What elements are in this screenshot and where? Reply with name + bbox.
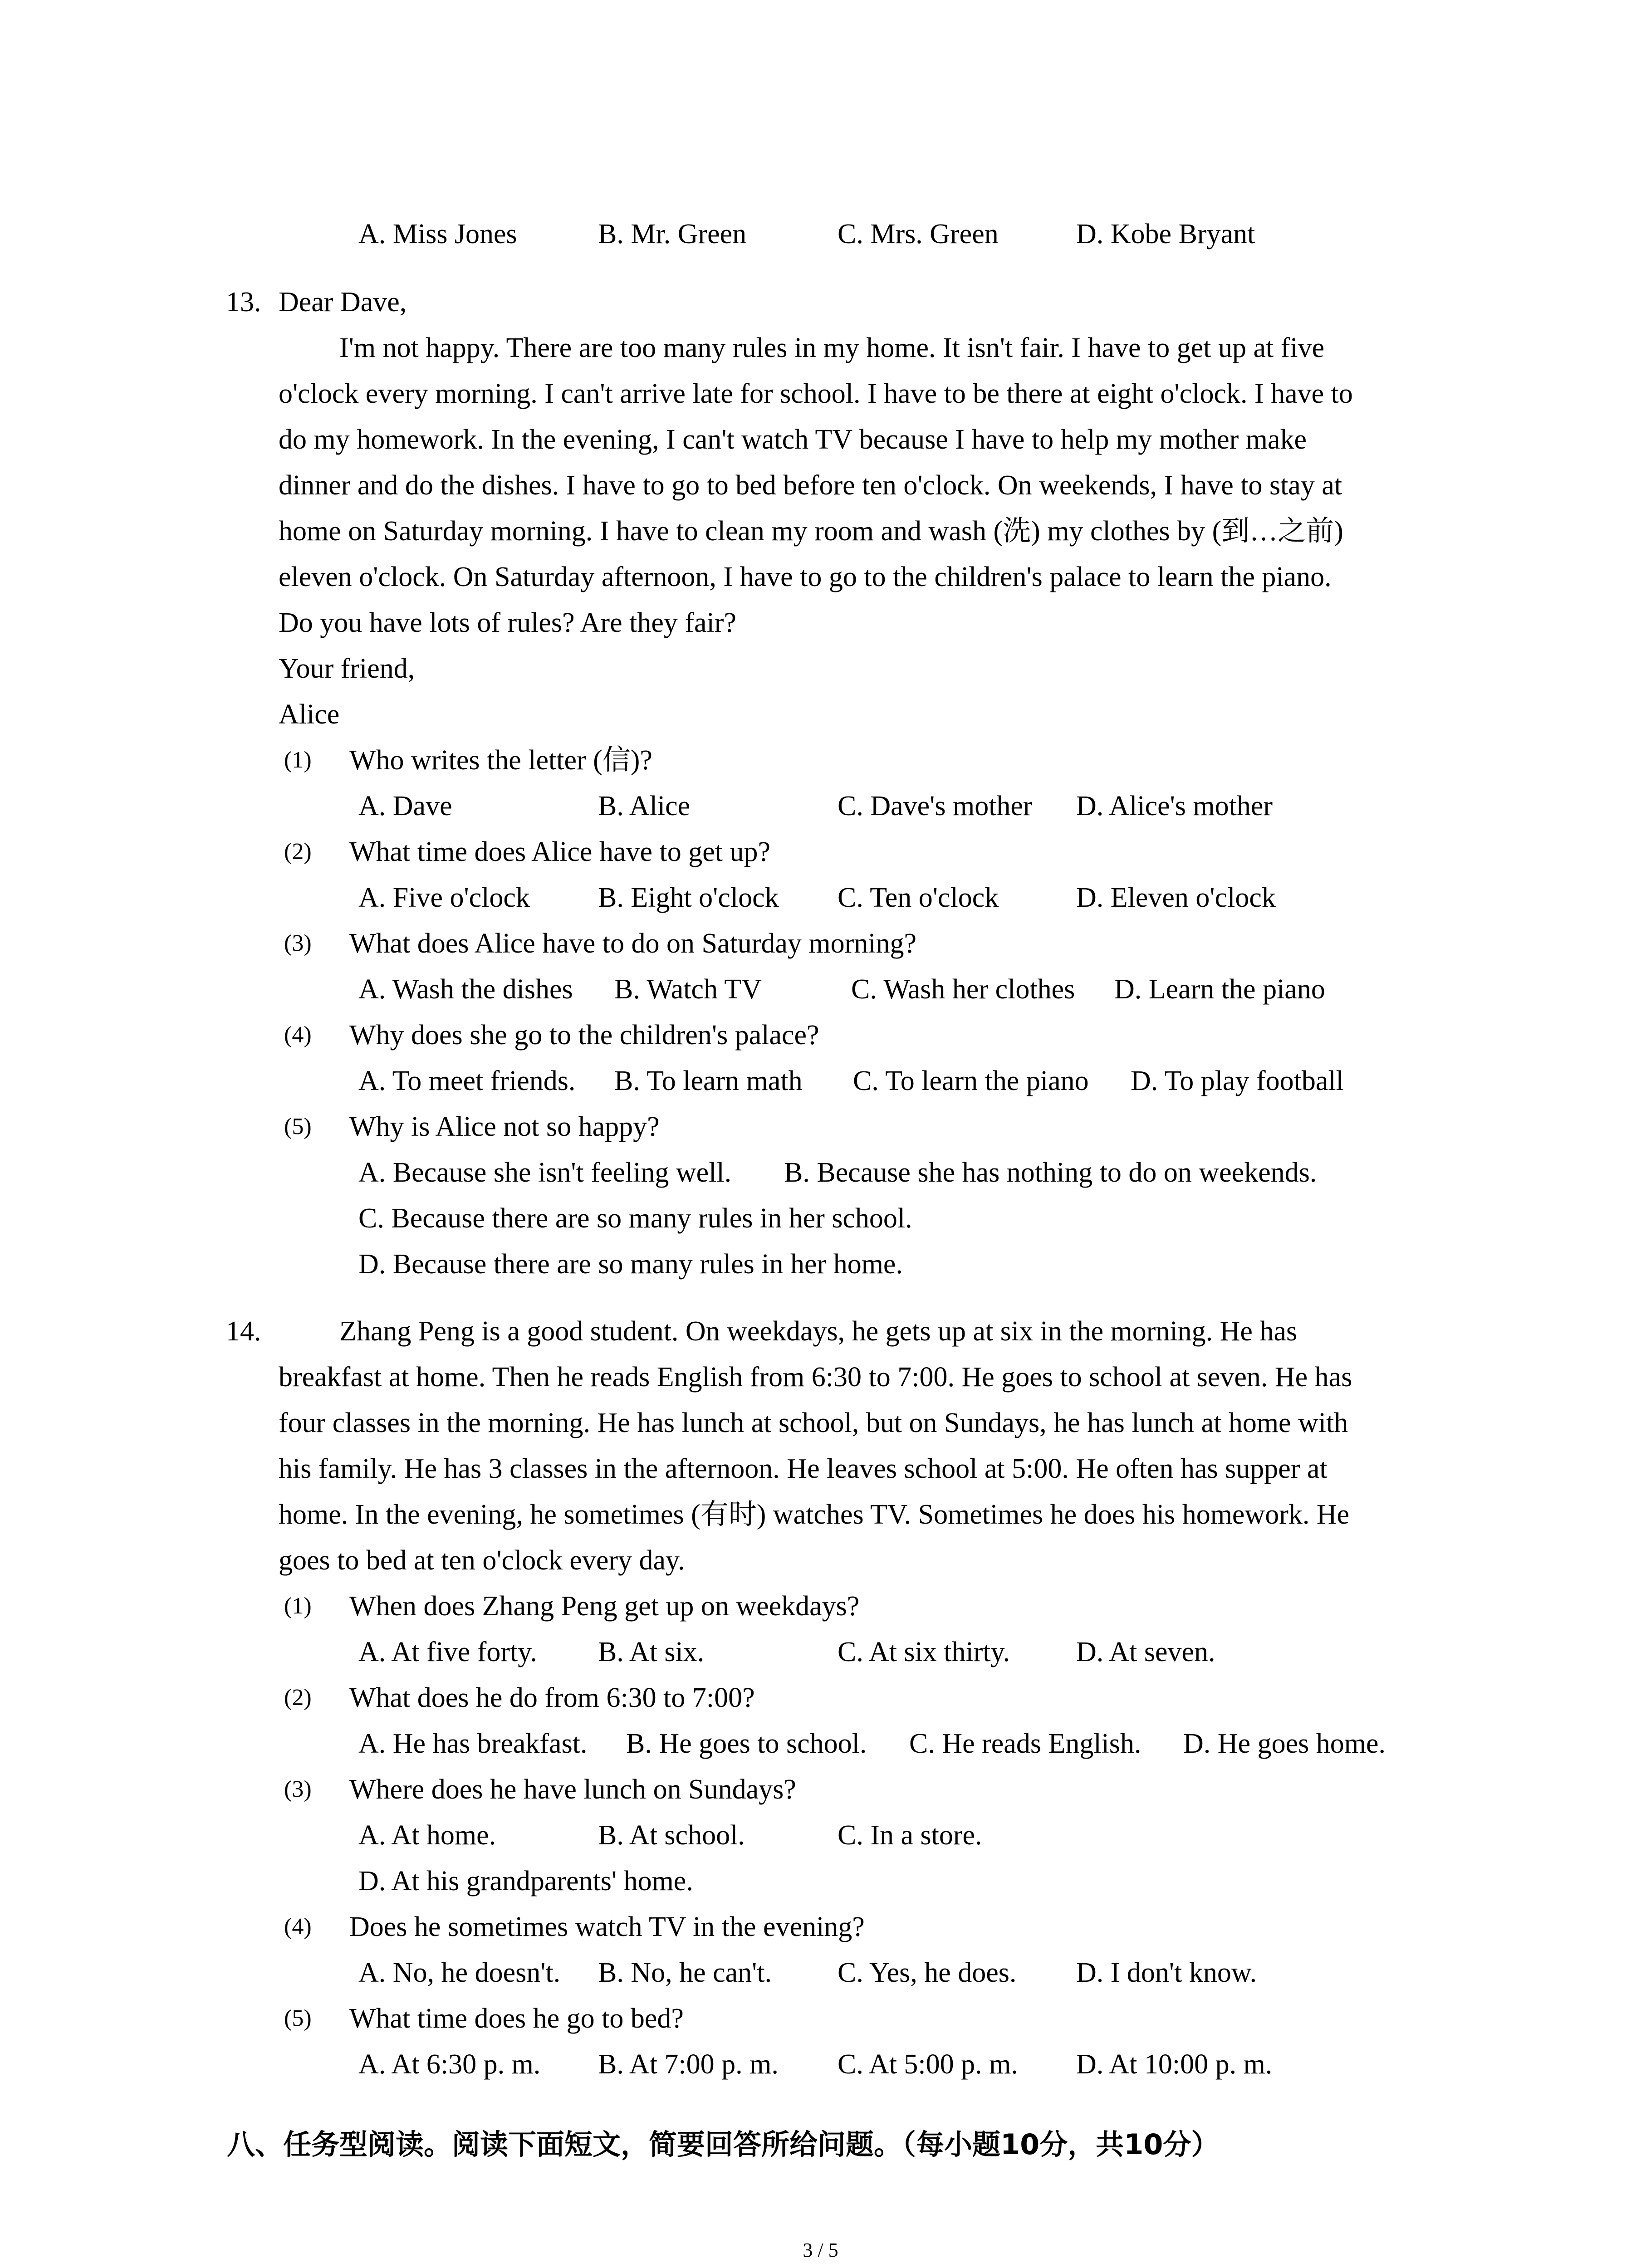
section-heading: 八、任务型阅读。阅读下面短文，简要回答所给问题。（每小题10分，共10分） [227,2128,1220,2161]
option-d: D. He goes home. [1183,1728,1386,1759]
passage-line: four classes in the morning. He has lunch at school, but on Sundays, he has lunch at home with [279,1408,1348,1438]
sub-question-number: (3) [284,1776,312,1802]
option-d: D. To play football [1131,1066,1344,1096]
option-b: B. At 7:00 p. m. [598,2049,779,2080]
option-c: C. Yes, he does. [838,1957,1017,1988]
passage-line: breakfast at home. Then he reads English from 6:30 to 7:00. He goes to school at seven. He has [279,1362,1352,1393]
option-b: B. At six. [598,1637,705,1667]
letter-body-line: home on Saturday morning. I have to clean my room and wash (洗) my clothes by (到…之前) [279,516,1343,547]
passage-line: goes to bed at ten o'clock every day. [279,1545,685,1576]
option-a: A. Because she isn't feeling well. [358,1157,732,1188]
letter-signature: Alice [279,699,340,730]
option-a: A. No, he doesn't. [358,1957,561,1988]
sub-question-text: Why is Alice not so happy? [349,1111,660,1142]
question-number: 14. [226,1316,261,1347]
option-c: C. Ten o'clock [838,882,999,913]
sub-question-number: (4) [284,1022,312,1048]
option-d: D. Learn the piano [1114,974,1325,1005]
sub-question-text: When does Zhang Peng get up on weekdays? [349,1591,860,1622]
option-d: D. At his grandparents' home. [358,1866,693,1897]
option-b: B. At school. [598,1820,745,1851]
option-d: D. Alice's mother [1076,791,1273,821]
option-a: A. Wash the dishes [358,974,573,1005]
option-d: D. At seven. [1076,1637,1215,1667]
option-b: B. No, he can't. [598,1957,772,1988]
sub-question-text: Does he sometimes watch TV in the evening? [349,1911,865,1942]
option-b: B. To learn math [614,1066,803,1096]
passage-line: home. In the evening, he sometimes (有时) watches TV. Sometimes he does his homework. He [279,1499,1350,1530]
question-number: 13. [226,287,261,318]
sub-question-text: What does Alice have to do on Saturday morning? [349,928,917,959]
passage-line: Zhang Peng is a good student. On weekdays, he gets up at six in the morning. He has [339,1316,1298,1347]
letter-greeting: Dear Dave, [279,287,407,318]
sub-question-text: Why does she go to the children's palace? [349,1020,819,1051]
sub-question-text: What does he do from 6:30 to 7:00? [349,1682,755,1713]
passage-line: his family. He has 3 classes in the afternoon. He leaves school at 5:00. He often has supper at [279,1453,1327,1484]
page-number: 3 / 5 [803,2239,838,2261]
letter-body-line: o'clock every morning. I can't arrive late for school. I have to be there at eight o'clock. I have to [279,378,1353,409]
option-c: C. In a store. [838,1820,982,1851]
option-b: B. Alice [598,791,691,821]
option-b: B. Because she has nothing to do on weekends. [784,1157,1317,1188]
letter-closing: Your friend, [279,653,415,684]
option-c: C. To learn the piano [853,1066,1089,1096]
letter-body-line: dinner and do the dishes. I have to go to bed before ten o'clock. On weekends, I have to stay at [279,470,1342,501]
sub-question-number: (1) [284,747,312,773]
option-c: C. He reads English. [909,1728,1141,1759]
letter-body-line: I'm not happy. There are too many rules in my home. It isn't fair. I have to get up at five [339,332,1325,363]
q12-option-b: B. Mr. Green [598,219,747,249]
sub-question-number: (5) [284,2005,312,2031]
option-a: A. He has breakfast. [358,1728,588,1759]
sub-question-number: (4) [284,1914,312,1940]
option-a: A. Dave [358,791,452,821]
option-a: A. At home. [358,1820,496,1851]
sub-question-number: (3) [284,930,312,956]
option-b: B. Watch TV [614,974,762,1005]
sub-question-text: What time does he go to bed? [349,2003,684,2034]
option-a: A. At 6:30 p. m. [358,2049,541,2080]
option-d: D. Because there are so many rules in her home. [358,1249,903,1280]
letter-body-line: Do you have lots of rules? Are they fair? [279,607,736,638]
sub-question-text: Who writes the letter (信)? [349,745,652,776]
q12-option-a: A. Miss Jones [358,219,517,249]
sub-question-number: (2) [284,839,312,865]
option-c: C. At 5:00 p. m. [838,2049,1018,2080]
option-c: C. Dave's mother [838,791,1033,821]
option-d: D. At 10:00 p. m. [1076,2049,1273,2080]
option-d: D. I don't know. [1076,1957,1257,1988]
option-b: B. Eight o'clock [598,882,779,913]
option-c: C. Wash her clothes [851,974,1075,1005]
q12-option-d: D. Kobe Bryant [1076,219,1255,249]
sub-question-text: What time does Alice have to get up? [349,836,770,867]
letter-body-line: do my homework. In the evening, I can't watch TV because I have to help my mother make [279,424,1307,455]
option-c: C. At six thirty. [838,1637,1010,1667]
letter-body-line: eleven o'clock. On Saturday afternoon, I have to go to the children's palace to learn the piano. [279,562,1332,592]
option-b: B. He goes to school. [626,1728,867,1759]
sub-question-number: (5) [284,1114,312,1139]
option-d: D. Eleven o'clock [1076,882,1276,913]
sub-question-number: (2) [284,1685,312,1711]
option-a: A. To meet friends. [358,1066,576,1096]
sub-question-number: (1) [284,1593,312,1619]
option-c: C. Because there are so many rules in her school. [358,1203,912,1234]
q12-option-c: C. Mrs. Green [838,219,999,249]
sub-question-text: Where does he have lunch on Sundays? [349,1774,796,1805]
option-a: A. Five o'clock [358,882,530,913]
option-a: A. At five forty. [358,1637,537,1667]
